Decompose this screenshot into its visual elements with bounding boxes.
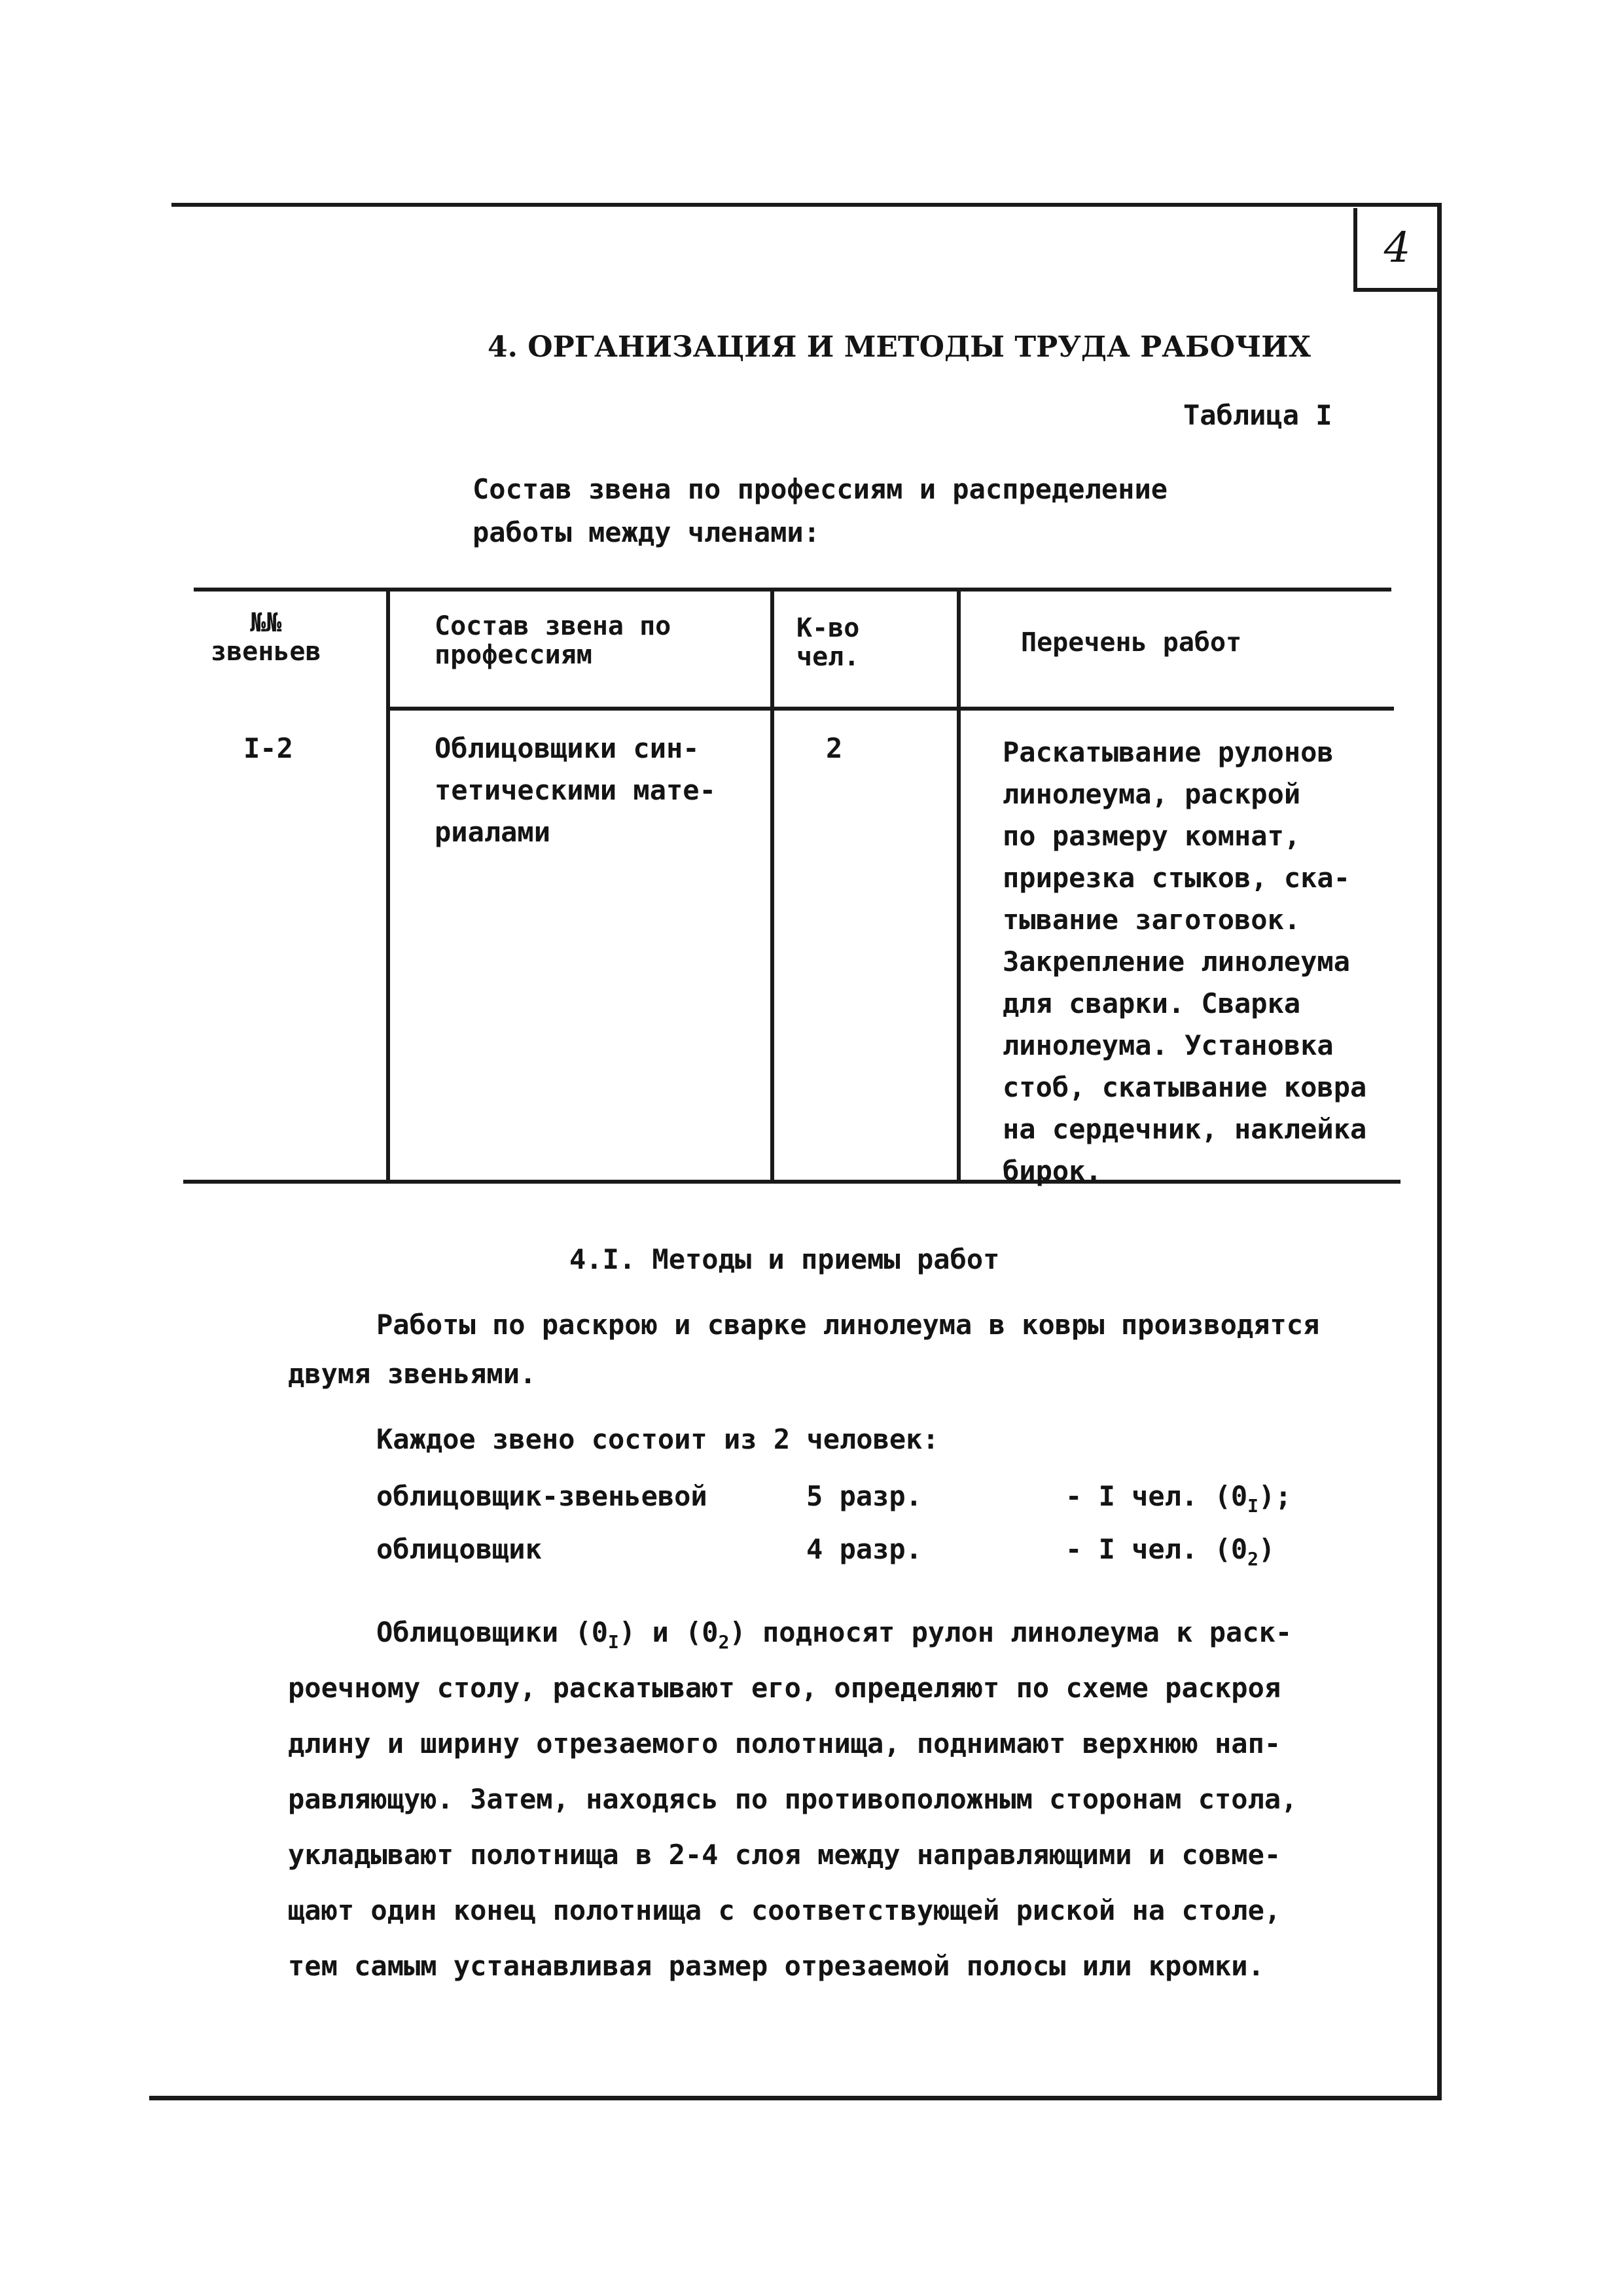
table-col-divider-3	[957, 588, 961, 1182]
worker-grade: 4 разр.	[806, 1533, 923, 1565]
worker-role: облицовщик-звеньевой	[376, 1480, 707, 1512]
row-link-number: I-2	[243, 732, 293, 764]
header-composition: Состав звена по профессиям	[435, 611, 671, 670]
paragraph-2: Каждое звено состоит из 2 человек:	[376, 1423, 939, 1455]
worker-role: облицовщик	[376, 1533, 542, 1565]
worker-count: - I чел. $(0_2)$	[1065, 1533, 1275, 1570]
paragraph-3-line: длину и ширину отрезаемого полотнища, поднимают верхнюю нап-	[288, 1727, 1281, 1759]
frame-bottom-line	[149, 2096, 1442, 2100]
worker-grade: 5 разр.	[806, 1480, 923, 1512]
frame-right-line	[1437, 203, 1442, 2100]
frame-top-line	[171, 203, 1441, 207]
header-works: Перечень работ	[1021, 627, 1242, 658]
row-works: Раскатывание рулонов линолеума, раскрой по размеру комнат, прирезка стыков, ска- тывание заготовок. Закрепление линолеума для сварки. Сварка линолеума. Установка стоб, скатывание ковра на сердечник, наклейка бирок.	[1003, 736, 1367, 1187]
worker-count: - I чел. $(0_I)$;	[1065, 1480, 1292, 1517]
paragraph-3-line-1: Облицовщики $(0_I)$ и $(0_2)$ подносят рулон линолеума к раск-	[376, 1616, 1293, 1653]
page-number: 4	[1383, 224, 1411, 272]
page-number-box	[1353, 208, 1437, 292]
paragraph-3-line: роечному столу, раскатывают его, определяют по схеме раскроя	[288, 1672, 1281, 1704]
row-count: 2	[826, 732, 843, 764]
section-title: 4. ОРГАНИЗАЦИЯ И МЕТОДЫ ТРУДА РАБОЧИХ	[488, 330, 1311, 364]
subsection-title: 4.I. Методы и приемы работ	[569, 1243, 1000, 1275]
row-composition: Облицовщики син- тетическими мате- риалами	[435, 732, 716, 848]
table-col-divider-2	[770, 588, 774, 1182]
table-top-border	[194, 588, 1391, 592]
header-link-number: №№ звеньев	[211, 608, 321, 667]
table-intro: Состав звена по профессиям и распределение работы между членами:	[473, 473, 1168, 548]
paragraph-3-line: щают один конец полотнища с соответствующей риской на столе,	[288, 1894, 1281, 1926]
table-label: Таблица I	[1183, 399, 1332, 431]
paragraph-1-line-2: двумя звеньями.	[288, 1358, 537, 1390]
header-count: К-во чел.	[796, 613, 860, 672]
paragraph-1-line-1: Работы по раскрою и сварке линолеума в ковры производятся	[376, 1309, 1320, 1341]
paragraph-3-line: равляющую. Затем, находясь по противоположным сторонам стола,	[288, 1783, 1298, 1815]
table-header-border	[386, 707, 1394, 711]
paragraph-3-line: тем самым устанавливая размер отрезаемой полосы или кромки.	[288, 1950, 1264, 1982]
paragraph-3-line: укладывают полотнища в 2-4 слоя между направляющими и совме-	[288, 1839, 1281, 1871]
table-col-divider-1	[386, 588, 390, 1182]
